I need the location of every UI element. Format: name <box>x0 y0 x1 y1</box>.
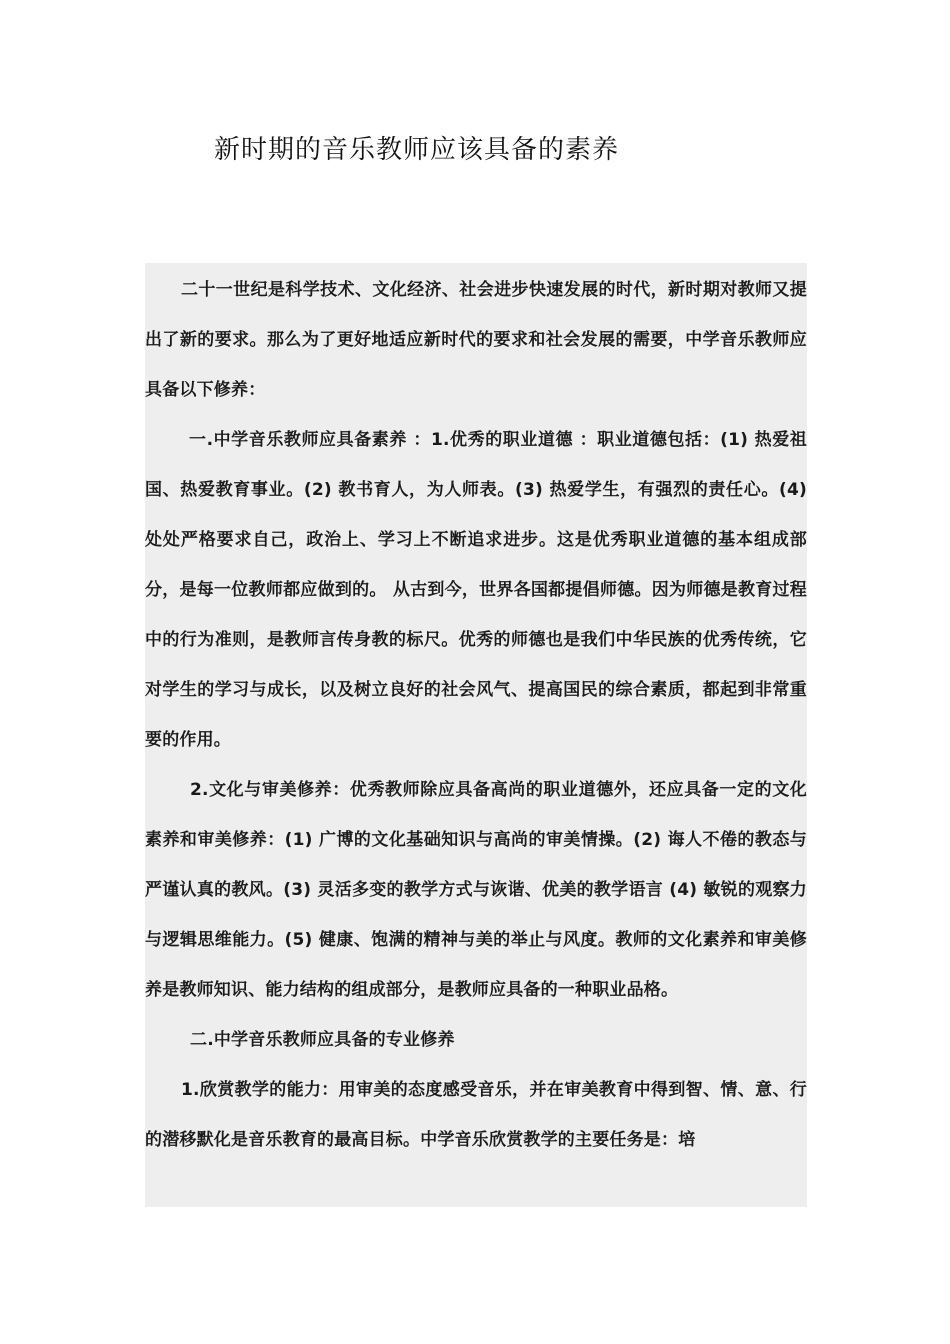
paragraph-cultural-aesthetic: 2.文化与审美修养：优秀教师除应具备高尚的职业道德外，还应具备一定的文化素养和审美修养：(1) 广博的文化基础知识与高尚的审美情操。(2) 诲人不倦的教态与严谨认真的教风。(3) 灵活多变的教学方式与诙谐、优美的教学语言 (4) 敏锐的观察力与逻辑思维能力。(5) 健康、饱满的精神与美的举止与风度。教师的文化素养和审美修养是教师知识、能力结构的组成部分，是教师应具备的一种职业品格。 <box>145 780 807 1000</box>
document-title: 新时期的音乐教师应该具备的素养 <box>214 135 620 165</box>
paragraph-professional-ethics: 一.中学音乐教师应具备素养 ：1.优秀的职业道德 ：职业道德包括：(1) 热爱祖国、热爱教育事业。(2) 教书育人，为人师表。(3) 热爱学生，有强烈的责任心。(4) 处处严格要求自己，政治上、学习上不断追求进步。这是优秀职业道德的基本组成部分，是每一位教师都应做到的。 从古到今，世界各国都提倡师德。因为师德是教育过程中的行为准则，是教师言传身教的标尺。优秀的师德也是我们中华民族的优秀传统，它对学生的学习与成长，以及树立良好的社会风气、提高国民的综合素质，都起到非常重要的作用。 <box>145 430 807 750</box>
document-body <box>145 263 807 1207</box>
section-heading-professional: 二.中学音乐教师应具备的专业修养 <box>190 1030 455 1050</box>
paragraph-appreciation-teaching: 1.欣赏教学的能力：用审美的态度感受音乐，并在审美教育中得到智、情、意、行的潜移默化是音乐教育的最高目标。中学音乐欣赏教学的主要任务是：培 <box>145 1080 807 1150</box>
paragraph-intro: 二十一世纪是科学技术、文化经济、社会进步快速发展的时代，新时期对教师又提出了新的要求。那么为了更好地适应新时代的要求和社会发展的需要，中学音乐教师应具备以下修养： <box>145 280 807 400</box>
